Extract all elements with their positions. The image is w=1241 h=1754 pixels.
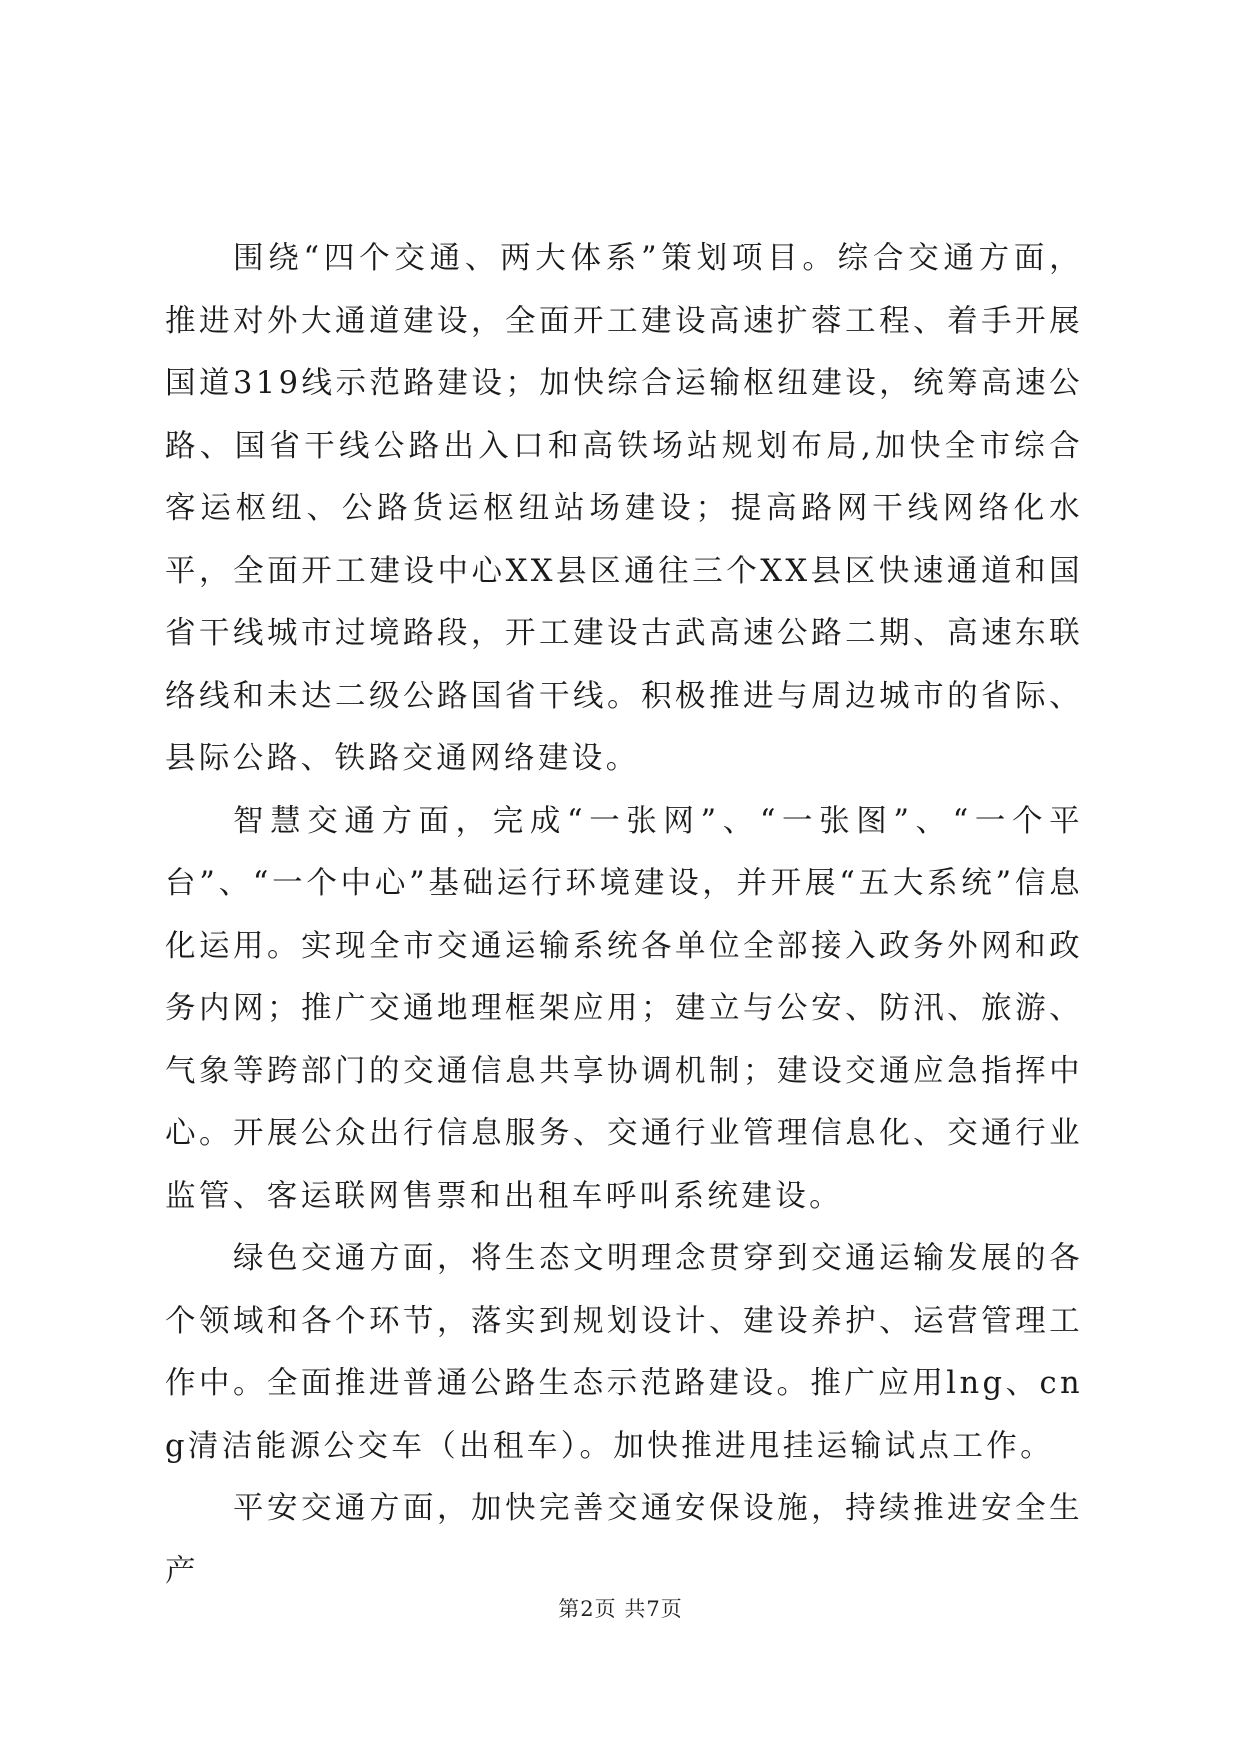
page-number-footer: 第2页 共7页 [558, 1597, 683, 1621]
paragraph-green-transport: 绿色交通方面，将生态文明理念贯穿到交通运输发展的各个领域和各个环节，落实到规划设计、建设养护、运营管理工作中。全面推进普通公路生态示范路建设。推广应用lng、cng清洁能源公交车（出租车）。加快推进甩挂运输试点工作。 [165, 1241, 1083, 1464]
paragraph-smart-transport: 智慧交通方面，完成“一张网”、“一张图”、“一个平台”、“一个中心”基础运行环境建设，并开展“五大系统”信息化运用。实现全市交通运输系统各单位全部接入政务外网和政务内网；推广交通地理框架应用；建立与公安、防汛、旅游、气象等跨部门的交通信息共享协调机制；建设交通应急指挥中心。开展公众出行信息服务、交通行业管理信息化、交通行业监管、客运联网售票和出租车呼叫系统建设。 [165, 803, 1083, 1214]
paragraph-comprehensive-transport: 围绕“四个交通、两大体系”策划项目。综合交通方面，推进对外大通道建设，全面开工建设高速扩蓉工程、着手开展国道319线示范路建设；加快综合运输枢纽建设，统筹高速公路、国省干线公路出入口和高铁场站规划布局,加快全市综合客运枢纽、公路货运枢纽站场建设；提高路网干线网络化水平，全面开工建设中心XX县区通往三个XX县区快速通道和国省干线城市过境路段，开工建设古武高速公路二期、高速东联络线和未达二级公路国省干线。积极推进与周边城市的省际、县际公路、铁路交通网络建设。 [165, 241, 1083, 776]
document-body [165, 228, 1083, 1603]
paragraph-safe-transport: 平安交通方面，加快完善交通安保设施，持续推进安全生产 [165, 1491, 1083, 1589]
